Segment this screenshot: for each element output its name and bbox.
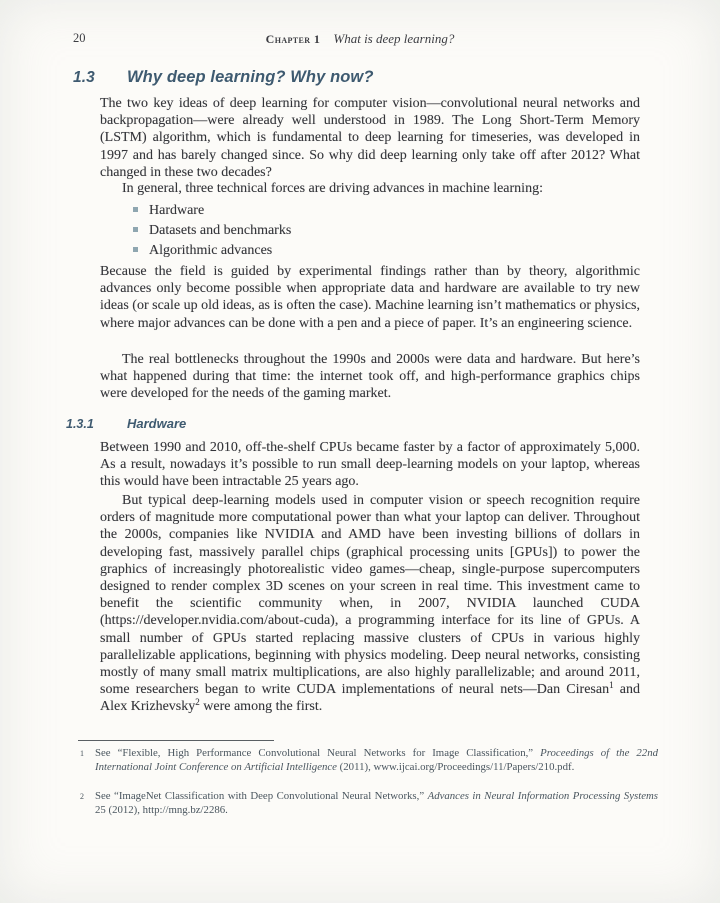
paragraph-intro-1: The two key ideas of deep learning for computer vision—convolutional neural networks and backpropagation—were already well understood in 1989. The Long Short-Term Memory (LSTM) algorithm, which is fundamental to deep learning for timeseries, was developed in 1997 and has barely changed since. So why did deep learning only take off after 2012? What changed in these two decades? bbox=[100, 96, 640, 180]
subsection-title: Hardware bbox=[127, 416, 187, 431]
section-title: Why deep learning? Why now? bbox=[127, 68, 374, 86]
footnote-journal-italic: Advances in Neural Information Processing Systems bbox=[427, 790, 658, 802]
paragraph-intro-4: The real bottlenecks throughout the 1990s and 2000s were data and hardware. But here’s what happened during that time: the internet took off, and high-performance graphics chips were developed for the needs of the gaming market. bbox=[100, 352, 640, 402]
paragraph-intro-2: In general, three technical forces are driving advances in machine learning: bbox=[122, 181, 543, 196]
list-item bbox=[133, 241, 291, 261]
page-number: 20 bbox=[73, 31, 86, 45]
hardware-paragraph-text: and Alex Krizhevsky bbox=[100, 682, 640, 715]
footnote-text: See “Flexible, High Performance Convolutional Neural Networks for Image Classification,” Proceedings of the 22nd International Joint Conference on Artificial Intelligence (2011), www.ijcai.org/Proceedings/11/Papers/210.pdf. bbox=[95, 747, 658, 774]
footnote-marker: 2 bbox=[80, 792, 84, 801]
footnote-marker: 1 bbox=[80, 749, 84, 758]
section-heading bbox=[73, 68, 374, 87]
footnote-reference-2: 2 bbox=[195, 697, 200, 708]
footnote-text: See “ImageNet Classification with Deep Convolutional Neural Networks,” Advances in Neural Information Processing Systems 25 (2012), http://mng.bz/2286. bbox=[95, 790, 658, 817]
bullet-list bbox=[133, 201, 291, 261]
footnote-divider bbox=[78, 740, 274, 741]
subsection-heading bbox=[66, 416, 186, 431]
paragraph-hardware-2 bbox=[100, 492, 640, 716]
hardware-paragraph-text: But typical deep-learning models used in computer vision or speech recognition require orders of magnitude more computational power than what your laptop can deliver. Throughout the 2000s, companies like NVIDIA and AMD have been investing billions of dollars in developing fast, massively parallel chips (graphical processing units [GPUs]) to power the graphics of increasingly photorealistic video games—cheap, single-purpose supercomputers designed to render complex 3D scenes on your screen in real time. This investment came to benefit the scientific community when, in 2007, NVIDIA launched CUDA (https://developer.nvidia.com/about-cuda), a programming interface for its line of GPUs. A small number of GPUs started replacing massive clusters of CPUs in various highly parallelizable applications, beginning with physics modeling. Deep neural networks, consisting mostly of many small matrix multiplications, are also highly parallelizable; and around 2011, some researchers began to write CUDA implementations of neural nets—Dan Ciresan bbox=[100, 493, 640, 698]
subsection-number: 1.3.1 bbox=[66, 417, 94, 431]
chapter-title: What is deep learning? bbox=[333, 31, 455, 46]
running-head bbox=[73, 31, 647, 47]
bullet-square-icon bbox=[133, 227, 138, 232]
bullet-label: Hardware bbox=[149, 203, 205, 218]
running-head-center bbox=[73, 31, 647, 47]
bullet-label: Datasets and benchmarks bbox=[149, 223, 292, 238]
footnote-journal-italic: Proceedings of the 22nd International Joint Conference on Artificial Intelligence bbox=[95, 747, 658, 774]
list-item bbox=[133, 221, 291, 241]
footnote-reference-1: 1 bbox=[609, 680, 614, 691]
list-item bbox=[133, 201, 291, 221]
chapter-label: Chapter 1 bbox=[265, 32, 321, 46]
paragraph-intro-3: Because the field is guided by experimental findings rather than by theory, algorithmic advances only become possible when appropriate data and hardware are available to try new ideas (or scale up old ideas, as is often the case). Machine learning isn’t mathematics or physics, where major advances can be done with a pen and a piece of paper. It’s an engineering science. bbox=[100, 264, 640, 331]
hardware-paragraph-text: were among the first. bbox=[199, 699, 323, 715]
bullet-square-icon bbox=[133, 247, 138, 252]
paragraph-hardware-1: Between 1990 and 2010, off-the-shelf CPUs became faster by a factor of approximately 5,000. As a result, nowadays it’s possible to run small deep-learning models on your laptop, whereas this would have been intractable 25 years ago. bbox=[100, 440, 640, 490]
bullet-label: Algorithmic advances bbox=[149, 243, 273, 258]
bullet-square-icon bbox=[133, 207, 138, 212]
footnote-1 bbox=[80, 746, 658, 774]
footnote-2 bbox=[80, 789, 658, 817]
section-number: 1.3 bbox=[73, 69, 95, 86]
